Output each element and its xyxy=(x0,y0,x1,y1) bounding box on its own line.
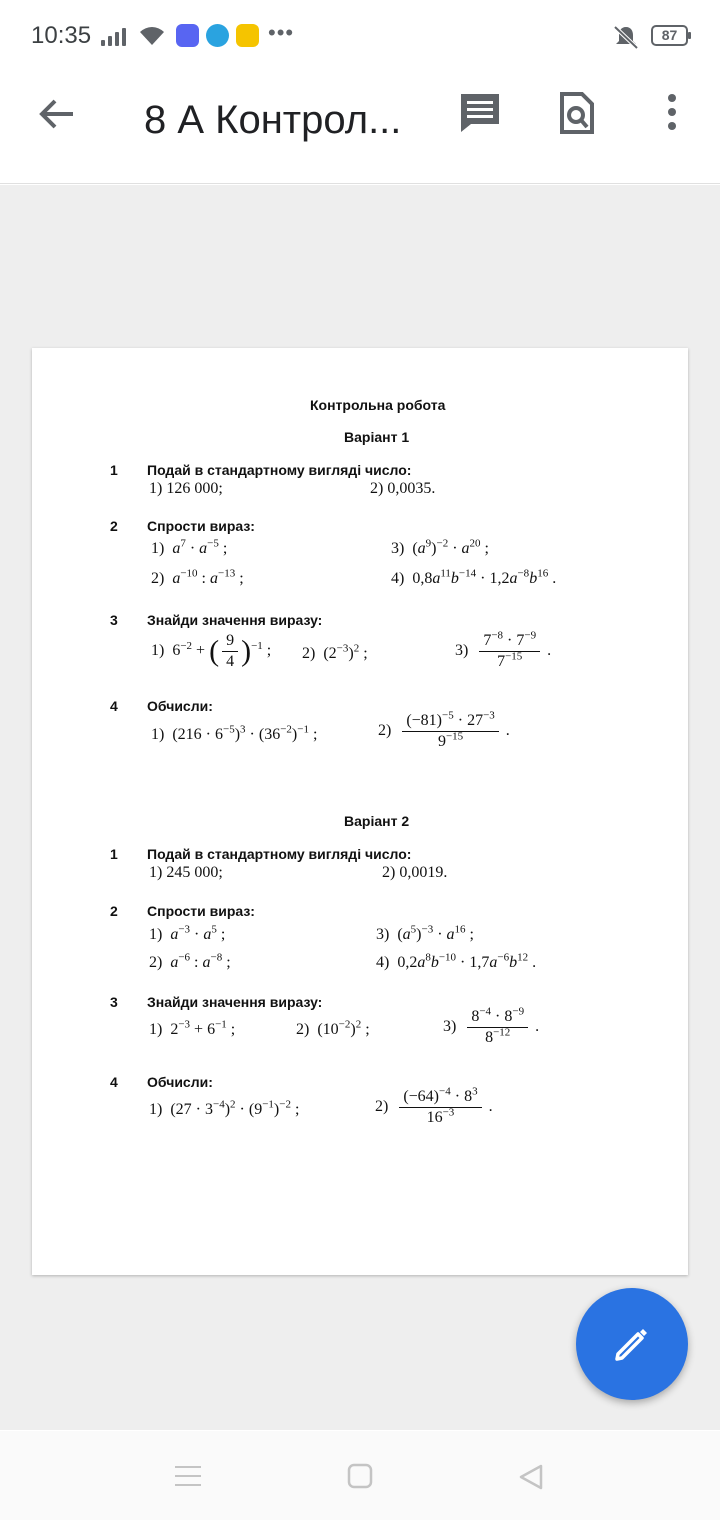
expression: 2) $\frac{(-64)^{-4} \cdot 8^3}{16^{-3}}$ . xyxy=(375,1085,493,1126)
task-number: 2 xyxy=(110,903,118,919)
answer-item: 2) 0,0019. xyxy=(382,864,448,881)
expression: 1) $2^{-3} + 6^{-1}$ ; xyxy=(149,1018,236,1038)
expression: 2) $a^{-10}$ : $a^{-13}$ ; xyxy=(151,567,244,587)
expression: 1) $6^{-2}$ + ( $\frac{9}{4}$ )$^{-1}$ ; xyxy=(151,632,272,670)
document-title: 8 А Контрол... xyxy=(144,98,402,142)
task-label: Подай в стандартному вигляді число: xyxy=(147,462,412,478)
edit-button[interactable] xyxy=(576,1288,688,1400)
expression: 1) $a^{-3} \cdot a^5$ ; xyxy=(149,923,226,943)
expression: 3) $\frac{8^{-4} \cdot 8^{-9}}{8^{-12}}$ . xyxy=(443,1005,540,1046)
answer-item: 1) 245 000; xyxy=(149,864,223,881)
megaphone-app-icon xyxy=(236,24,259,47)
task-label: Обчисли: xyxy=(147,1074,213,1090)
task-number: 3 xyxy=(110,612,118,628)
recents-menu-icon[interactable] xyxy=(174,1463,202,1489)
task-number: 4 xyxy=(110,698,118,714)
expression: 4) $0,8a^{11}b^{-14} \cdot 1,2a^{-8}b^{16}$ . xyxy=(391,567,557,587)
expression: 1) $(216 \cdot 6^{-5})^3 \cdot (36^{-2})^{-1}$ ; xyxy=(151,723,318,743)
variant-1-heading: Варіант 1 xyxy=(344,429,410,445)
more-notifications-icon: ••• xyxy=(268,20,295,45)
expression: 4) $0,2a^8b^{-10} \cdot 1,7a^{-6}b^{12}$ . xyxy=(376,951,537,971)
comment-icon[interactable] xyxy=(457,90,503,136)
expression: 2) $a^{-6}$ : $a^{-8}$ ; xyxy=(149,951,231,971)
system-nav-bar xyxy=(0,1431,720,1520)
find-in-document-icon[interactable] xyxy=(554,90,600,136)
discord-icon xyxy=(176,24,199,47)
telegram-icon xyxy=(206,24,229,47)
expression: 1) $a^7 \cdot a^{-5}$ ; xyxy=(151,537,228,557)
vibrate-mute-icon xyxy=(612,24,640,50)
answer-item: 1) 126 000; xyxy=(149,480,223,497)
variant-2-heading: Варіант 2 xyxy=(344,813,410,829)
expression: 2) $(2^{-3})^2$ ; xyxy=(302,642,368,662)
answer-item: 2) 0,0035. xyxy=(370,480,436,497)
task-number: 3 xyxy=(110,994,118,1010)
back-button-icon[interactable] xyxy=(517,1463,545,1491)
wifi-icon xyxy=(138,24,166,46)
doc-title: Контрольна робота xyxy=(310,397,446,413)
status-bar xyxy=(0,0,720,72)
signal-icon xyxy=(101,28,133,46)
task-label: Подай в стандартному вигляді число: xyxy=(147,846,412,862)
task-number: 4 xyxy=(110,1074,118,1090)
expression: 3) $(a^5)^{-3} \cdot a^{16}$ ; xyxy=(376,923,474,943)
document-page xyxy=(32,348,688,1275)
pencil-icon xyxy=(612,1324,652,1364)
task-number: 1 xyxy=(110,462,118,478)
task-label: Спрости вираз: xyxy=(147,903,255,919)
task-label: Знайди значення виразу: xyxy=(147,612,323,628)
task-number: 1 xyxy=(110,846,118,862)
expression: 3) $\frac{7^{-8} \cdot 7^{-9}}{7^{-15}}$ . xyxy=(455,629,552,670)
expression: 3) $(a^9)^{-2} \cdot a^{20}$ ; xyxy=(391,537,489,557)
expression: 1) $(27 \cdot 3^{-4})^2 \cdot (9^{-1})^{-2}$ ; xyxy=(149,1098,300,1118)
task-label: Обчисли: xyxy=(147,698,213,714)
app-bar xyxy=(0,72,720,184)
document-viewer[interactable] xyxy=(0,185,720,1430)
battery-indicator: 87 xyxy=(651,25,688,46)
more-vert-icon[interactable] xyxy=(649,90,695,136)
expression: 2) $(10^{-2})^2$ ; xyxy=(296,1018,370,1038)
task-label: Знайди значення виразу: xyxy=(147,994,323,1010)
expression: 2) $\frac{(-81)^{-5} \cdot 27^{-3}}{9^{-15}}$ . xyxy=(378,709,510,750)
clock: 10:35 xyxy=(31,22,92,49)
task-label: Спрости вираз: xyxy=(147,518,255,534)
task-number: 2 xyxy=(110,518,118,534)
home-button-icon[interactable] xyxy=(347,1463,373,1489)
back-arrow-icon[interactable] xyxy=(35,92,79,136)
